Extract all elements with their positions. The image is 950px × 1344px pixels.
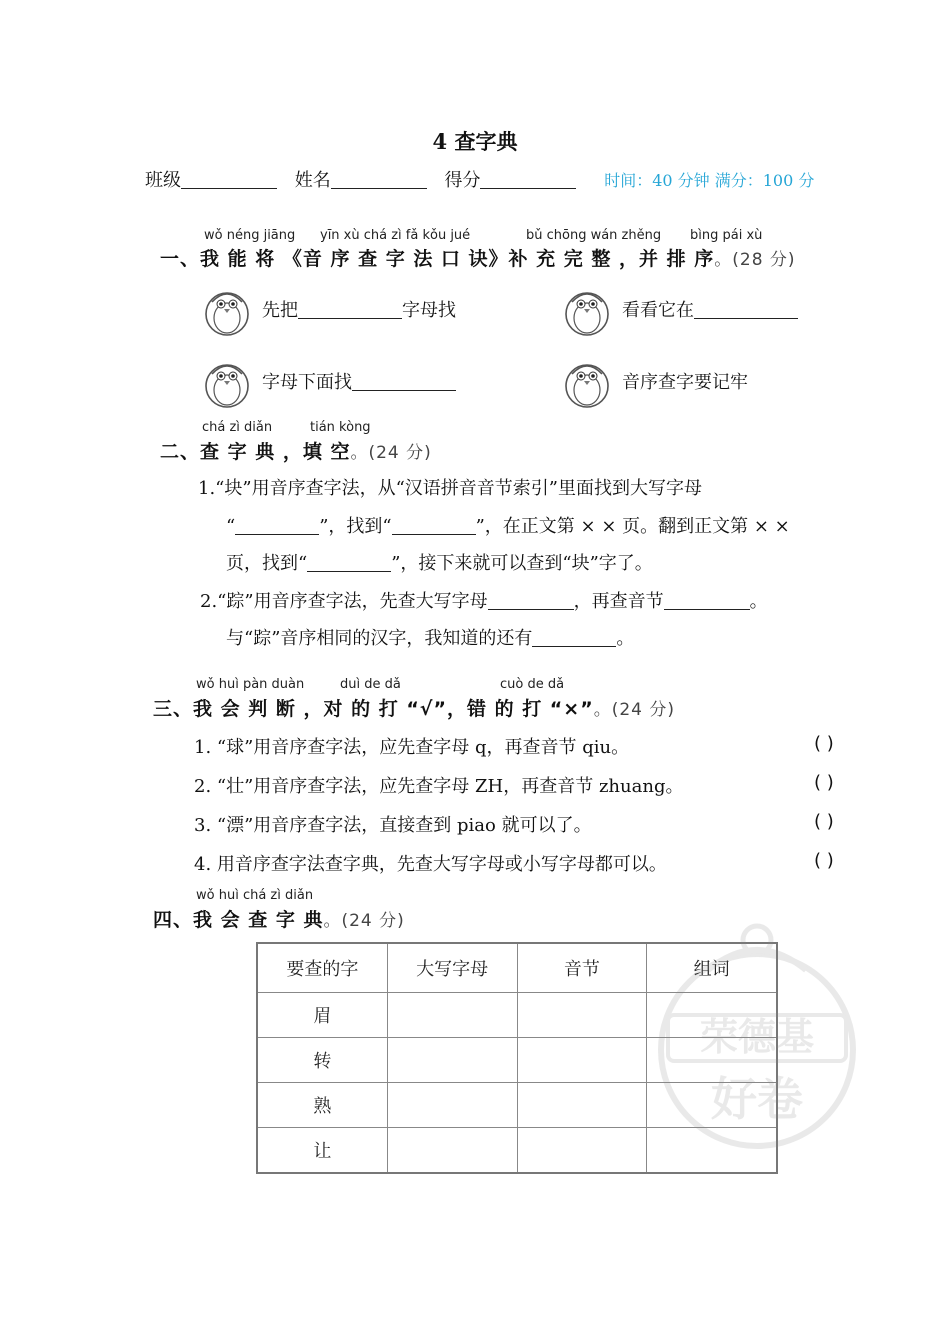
character-cell: 转 bbox=[257, 1038, 387, 1083]
watermark-text-2: 好卷 bbox=[711, 1072, 803, 1126]
answer-cell[interactable] bbox=[387, 1038, 517, 1083]
blank-capital-letter-2[interactable] bbox=[488, 591, 574, 610]
time-info: 时间：40 分钟 满分：100 分 bbox=[604, 171, 815, 190]
rhyme-item-3: 字母下面找 bbox=[262, 368, 456, 394]
section-2-heading: 二、查 字 典 ，填 空。(24 分) bbox=[160, 441, 432, 463]
character-cell: 眉 bbox=[257, 993, 387, 1038]
pinyin: bǔ chōng wán zhěng bbox=[526, 228, 662, 243]
blank-same-sequence[interactable] bbox=[532, 628, 616, 647]
page-title: 4 查字典 bbox=[432, 129, 518, 154]
pinyin: wǒ néng jiāng bbox=[204, 228, 296, 243]
answer-paren-2[interactable]: ( ) bbox=[814, 772, 834, 793]
character-cell: 让 bbox=[257, 1128, 387, 1174]
answer-cell[interactable] bbox=[517, 1083, 647, 1128]
column-header: 大写字母 bbox=[387, 943, 517, 993]
question-2-2-line-2: 与“踪”音序相同的汉字，我知道的还有 。 bbox=[226, 628, 635, 649]
pinyin: cuò de dǎ bbox=[500, 677, 565, 692]
answer-cell[interactable] bbox=[387, 1083, 517, 1128]
watermark-text-1: 荣德基 bbox=[699, 1015, 815, 1059]
rhyme-item-1: 先把 字母找 bbox=[262, 300, 456, 321]
pinyin: wǒ huì chá zì diǎn bbox=[196, 888, 314, 903]
penguin-icon bbox=[562, 356, 612, 408]
question-2-1-line-2: “ ”，找到“ ”，在正文第 × × 页。翻到正文第 × × bbox=[226, 516, 790, 537]
answer-cell[interactable] bbox=[517, 993, 647, 1038]
pinyin: bìng pái xù bbox=[690, 228, 763, 243]
name-label: 姓名 bbox=[294, 170, 331, 191]
judge-item-2: 2. “壮”用音序查字法，应先查字母 ZH，再查音节 zhuang。 bbox=[194, 776, 684, 797]
score-blank[interactable] bbox=[480, 170, 576, 189]
score-label: 得分 bbox=[444, 170, 481, 191]
judge-item-1: 1. “球”用音序查字法，应先查字母 q，再查音节 qiu。 bbox=[194, 737, 630, 758]
penguin-icon bbox=[202, 284, 252, 336]
question-2-1-line-1: 1.“块”用音序查字法，从“汉语拼音音节索引”里面找到大写字母 bbox=[198, 478, 702, 499]
column-header: 音节 bbox=[517, 943, 647, 993]
character-cell: 熟 bbox=[257, 1083, 387, 1128]
pinyin: tián kòng bbox=[310, 420, 371, 435]
penguin-icon bbox=[202, 356, 252, 408]
class-label: 班级 bbox=[145, 170, 181, 191]
name-blank[interactable] bbox=[331, 170, 427, 189]
rhyme-blank-3[interactable] bbox=[352, 372, 456, 391]
answer-cell[interactable] bbox=[517, 1128, 647, 1174]
rhyme-item-4: 音序查字要记牢 bbox=[622, 372, 748, 393]
rhyme-blank-2[interactable] bbox=[694, 300, 798, 319]
answer-cell[interactable] bbox=[387, 993, 517, 1038]
penguin-icon bbox=[562, 284, 612, 336]
watermark-logo bbox=[648, 910, 866, 1150]
blank-capital-letter[interactable] bbox=[235, 516, 319, 535]
answer-paren-1[interactable]: ( ) bbox=[814, 733, 834, 754]
rhyme-blank-1[interactable] bbox=[298, 300, 402, 319]
pinyin: yīn xù chá zì fǎ kǒu jué bbox=[320, 228, 471, 243]
judge-item-3: 3. “漂”用音序查字法，直接查到 piao 就可以了。 bbox=[194, 815, 592, 836]
answer-paren-4[interactable]: ( ) bbox=[814, 850, 834, 871]
pinyin: wǒ huì pàn duàn bbox=[196, 677, 305, 692]
section-3-heading: 三、我 会 判 断 ，对 的 打 “√”，错 的 打 “×”。(24 分) bbox=[153, 698, 676, 720]
pinyin: chá zì diǎn bbox=[202, 420, 273, 435]
question-2-1-line-3: 页，找到“ ”，接下来就可以查到“块”字了。 bbox=[226, 553, 653, 574]
judge-item-4: 4. 用音序查字法查字典，先查大写字母或小写字母都可以。 bbox=[194, 854, 667, 875]
answer-paren-3[interactable]: ( ) bbox=[814, 811, 834, 832]
column-header: 组词 bbox=[647, 943, 777, 993]
section-1-heading: 一、我 能 将 《音 序 查 字 法 口 诀》补 充 完 整 ，并 排 序。(28 分) bbox=[160, 248, 796, 270]
class-blank[interactable] bbox=[181, 170, 277, 189]
column-header: 要查的字 bbox=[257, 943, 387, 993]
blank-character[interactable] bbox=[307, 553, 391, 572]
question-2-2-line-1: 2.“踪”用音序查字法，先查大写字母 ，再查音节 。 bbox=[200, 591, 768, 612]
blank-syllable[interactable] bbox=[392, 516, 476, 535]
section-4-heading: 四、我 会 查 字 典。(24 分) bbox=[153, 909, 405, 931]
answer-cell[interactable] bbox=[517, 1038, 647, 1083]
student-info bbox=[145, 166, 814, 192]
pinyin: duì de dǎ bbox=[340, 677, 401, 692]
blank-syllable-2[interactable] bbox=[664, 591, 750, 610]
answer-cell[interactable] bbox=[387, 1128, 517, 1174]
rhyme-item-2: 看看它在 bbox=[622, 296, 798, 322]
